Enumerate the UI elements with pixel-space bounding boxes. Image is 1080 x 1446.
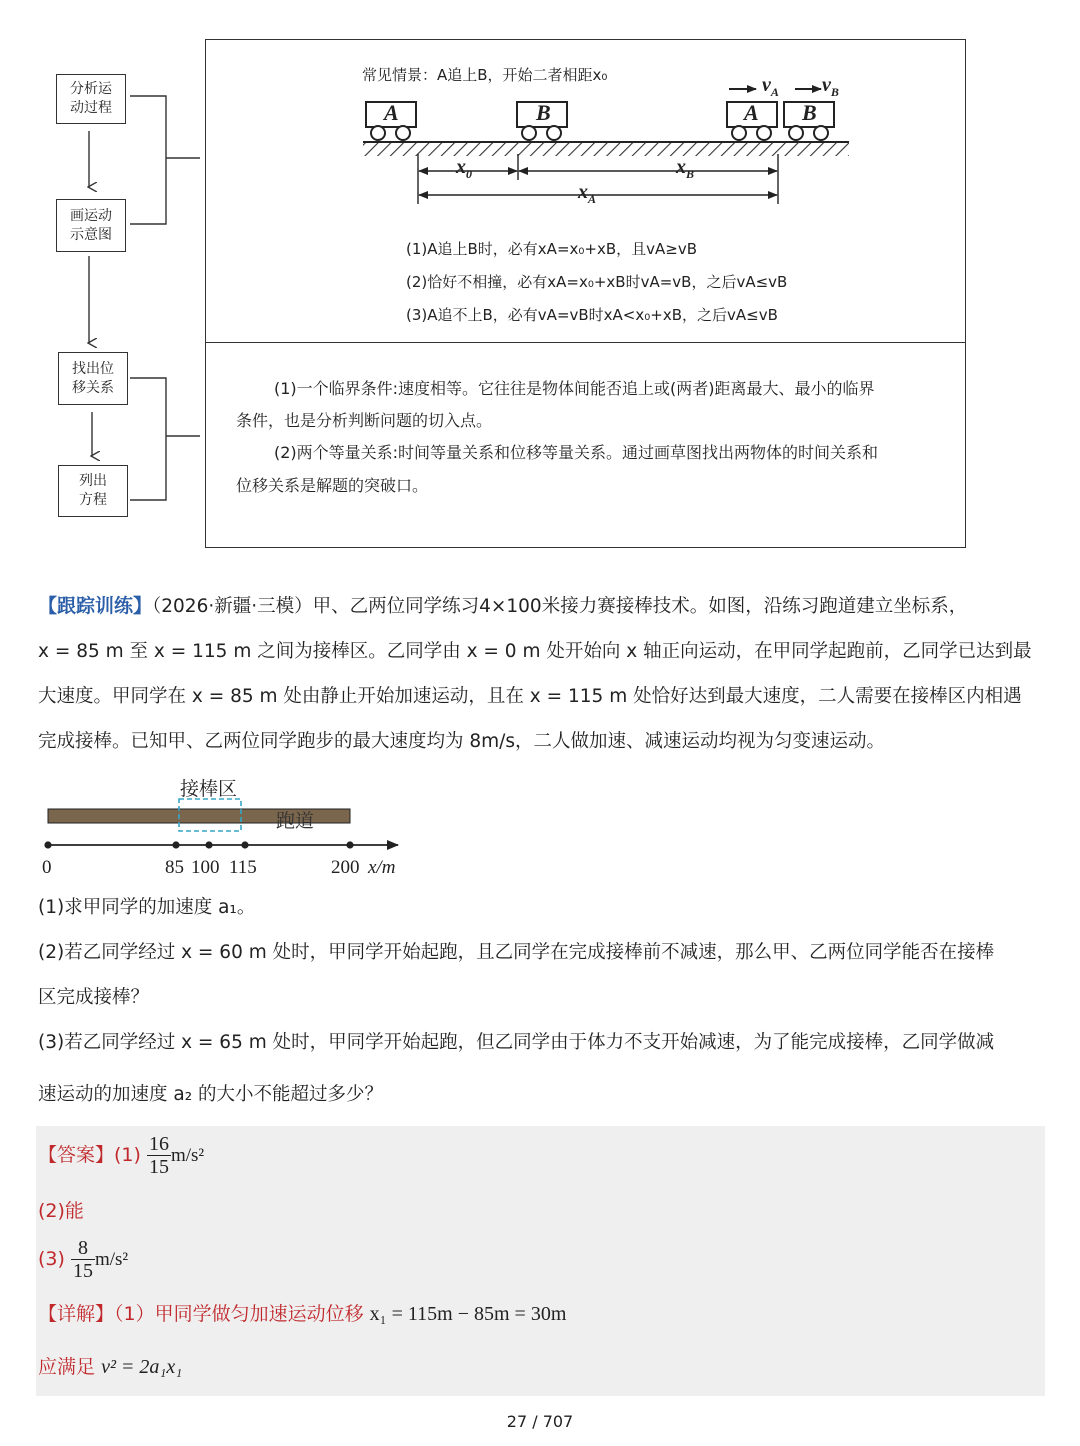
condition-3: (3)A追不上B，必有vA=vB时xA<x₀+xB，之后vA≤vB <box>406 306 778 324</box>
problem-line-4: 完成接棒。已知甲、乙两位同学跑步的最大速度均为 8m/s，二人做加速、减速运动均视为匀变速运动。 <box>38 731 886 752</box>
answer-2: (2)能 <box>38 1200 84 1222</box>
question-1: (1)求甲同学的加速度 a₁。 <box>38 897 256 918</box>
x0-label: $x_0$ <box>456 156 472 181</box>
problem-line-1: 【跟踪训练】（2026·新疆·三模）甲、乙两位同学练习4×100米接力赛接棒技术。如图，沿练习跑道建立坐标系， <box>38 595 968 617</box>
velocity-b-label: $v_B$ <box>822 74 839 99</box>
handoff-zone-label: 接棒区 <box>180 778 238 800</box>
question-2-line-2: 区完成接棒？ <box>38 987 150 1008</box>
question-3-line-2: 速运动的加速度 a₂ 的大小不能超过多少？ <box>38 1084 384 1105</box>
keypoint-line-1: (1)一个临界条件:速度相等。它往往是物体间能否追上或(两者)距离最大、最小的临界 <box>274 379 875 398</box>
answer-3: (3) $\frac{8}{15}$ m/s² <box>38 1237 129 1282</box>
flowchart-connectors <box>0 0 210 560</box>
velocity-a-label: $v_A$ <box>762 74 779 99</box>
flow-step-displacement: 找出位 移关系 <box>58 352 128 405</box>
problem-line-3: 大速度。甲同学在 x = 85 m 处由静止开始加速运动，且在 x = 115 m 处恰好达到最大速度，二人需要在接棒区内相遇 <box>38 686 1022 707</box>
page-number: 27 / 707 <box>506 1412 574 1431</box>
scenario-title: 常见情景：A追上B，开始二者相距x₀ <box>362 66 608 84</box>
xa-label: $x_A$ <box>578 181 597 206</box>
question-3-line-1: (3)若乙同学经过 x = 65 m 处时，甲同学开始起跑，但乙同学由于体力不支开始减速，为了能完成接棒，乙同学做减 <box>38 1032 995 1053</box>
xb-label: $x_B$ <box>676 156 695 181</box>
content-box-divider <box>205 342 965 343</box>
condition-1: (1)A追上B时，必有xA=x₀+xB，且vA≥vB <box>406 240 698 258</box>
car-a-end-label: A <box>744 100 759 125</box>
detail-label: 【详解】 <box>38 1303 115 1325</box>
tick-200: 200 <box>331 857 360 878</box>
flow-step-analyze: 分析运 动过程 <box>56 74 126 124</box>
car-b-label: B <box>536 100 551 125</box>
problem-heading: 【跟踪训练】 <box>38 595 153 617</box>
axis-label: x/m <box>368 857 396 878</box>
track-figure <box>36 796 406 856</box>
tick-0: 0 <box>42 857 52 878</box>
detail-line-1: 【详解】（1）甲同学做匀加速运动位移 x₁ = 115m − 85m = 30m <box>38 1303 567 1325</box>
tick-115: 115 <box>229 857 257 878</box>
pursuit-diagram <box>355 76 855 211</box>
answer-1: 【答案】(1) $\frac{16}{15}$ m/s² <box>38 1133 205 1178</box>
track-label: 跑道 <box>276 810 315 832</box>
keypoint-line-4: 位移关系是解题的突破口。 <box>236 476 429 495</box>
flow-step-equation: 列出 方程 <box>58 465 128 517</box>
car-b-end-label: B <box>802 100 817 125</box>
question-2-line-1: (2)若乙同学经过 x = 60 m 处时，甲同学开始起跑，且乙同学在完成接棒前不减速，那么甲、乙两位同学能否在接棒 <box>38 942 995 963</box>
keypoint-line-2: 条件，也是分析判断问题的切入点。 <box>236 411 493 430</box>
flow-step-sketch: 画运动 示意图 <box>56 199 126 252</box>
car-a-label: A <box>384 100 399 125</box>
detail-line-2: 应满足 v² = 2a₁x₁ <box>38 1356 183 1378</box>
tick-85: 85 <box>165 857 184 878</box>
keypoint-line-3: (2)两个等量关系:时间等量关系和位移等量关系。通过画草图找出两物体的时间关系和 <box>274 443 879 462</box>
tick-100: 100 <box>191 857 220 878</box>
condition-2: (2)恰好不相撞，必有xA=x₀+xB时vA=vB，之后vA≤vB <box>406 273 788 291</box>
answer-label: 【答案】 <box>38 1144 115 1166</box>
problem-line-2: x = 85 m 至 x = 115 m 之间为接棒区。乙同学由 x = 0 m 处开始向 x 轴正向运动，在甲同学起跑前，乙同学已达到最 <box>38 641 1032 662</box>
